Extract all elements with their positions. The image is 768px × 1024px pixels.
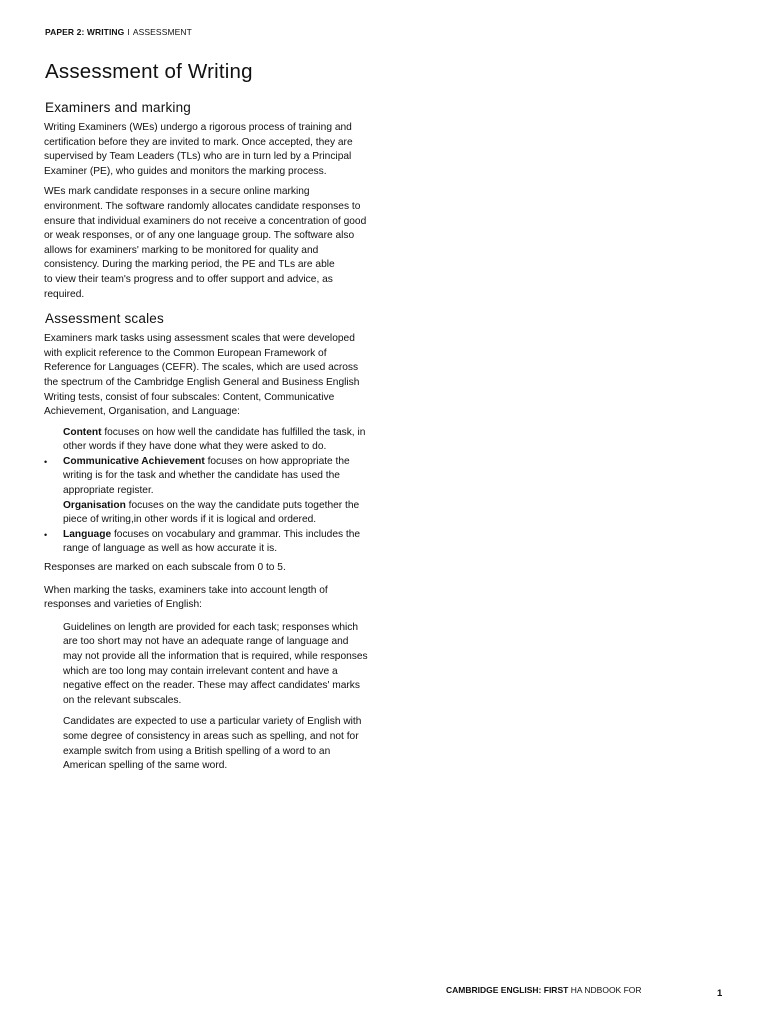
subscale-text: focuses on the way the candidate puts together the piece of writing,in other words if it is logical and ordered. bbox=[63, 499, 360, 526]
section-heading-scales: Assessment scales bbox=[45, 311, 164, 327]
paragraph: WEs mark candidate responses in a secure online marking environment. The software randomly allocates candidate responses to ensure that individual examiners do not receive a concentration of good or weak responses, or of any one language group. The software also allows for examiners' marking to be monitored for quality and consistency. During the marking period, the PE and TLs are able bbox=[44, 186, 367, 271]
subscale-list bbox=[44, 426, 369, 557]
subscale-term: Content bbox=[63, 426, 102, 438]
scale-note: Responses are marked on each subscale from 0 to 5. bbox=[44, 562, 286, 574]
running-head-subsection: ASSESSMENT bbox=[132, 27, 192, 37]
footer-title-rest: HA NDBOOK FOR bbox=[570, 985, 642, 995]
subscale-text: focuses on vocabulary and grammar. This includes the range of language as well as how accurate it is. bbox=[63, 528, 361, 555]
paragraph: Writing Examiners (WEs) undergo a rigorous process of training and certification before they are invited to mark. Once accepted, they are supervised by Team Leaders (TLs) who are in turn led by a Principal Examiner (PE), who guides and monitors the marking process. bbox=[44, 122, 353, 177]
subscale-term: Language bbox=[63, 528, 112, 540]
bullet-marker: • bbox=[44, 456, 48, 467]
guideline-paragraph: Guidelines on length are provided for each task; responses which are too short may not have an adequate range of language and may not provide all the information that is required, while responses which are too long may contain irrelevant content and have a negative effect on the reader. These may affect candidates' marks on the relevant subscales. bbox=[63, 621, 368, 706]
guideline-paragraph: Candidates are expected to use a particular variety of English with some degree of consistency in areas such as spelling, and not for example switch from using a British spelling of a word to an American spelling of the same word. bbox=[63, 716, 362, 772]
subscale-text: focuses on how well the candidate has fulfilled the task, in other words if they have done what they were asked to do. bbox=[63, 426, 366, 453]
paragraph: to view their team's progress and to offer support and advice, as required. bbox=[44, 273, 333, 300]
list-item bbox=[44, 426, 369, 455]
running-head-separator: I bbox=[127, 27, 130, 37]
running-head bbox=[45, 27, 192, 37]
bullet-marker: • bbox=[44, 529, 48, 540]
footer-title-bold: CAMBRIDGE ENGLISH: FIRST bbox=[446, 985, 569, 995]
page-number: 1 bbox=[717, 988, 723, 999]
section-heading-examiners: Examiners and marking bbox=[45, 100, 192, 115]
subscale-term: Communicative Achievement bbox=[63, 455, 205, 467]
list-item bbox=[44, 528, 369, 557]
footer-title bbox=[446, 985, 642, 995]
main-content bbox=[44, 60, 369, 781]
subscale-text: focuses on how appropriate the writing is for the task and whether the candidate has used the appropriate register. bbox=[63, 455, 350, 497]
page-title: Assessment of Writing bbox=[45, 60, 253, 83]
paragraph: Examiners mark tasks using assessment scales that were developed with explicit reference to the Common European Framework of Reference for Languages (CEFR). The scales, which are used across the spectrum of the Cambridge English General and Business English Writing tests, consist of four subscales: Content, Communicative Achievement, Organisation, and Language: bbox=[44, 333, 360, 418]
list-item bbox=[44, 499, 369, 528]
subscale-term: Organisation bbox=[63, 499, 126, 511]
list-item bbox=[44, 455, 369, 499]
paragraph: When marking the tasks, examiners take into account length of responses and varieties of English: bbox=[44, 584, 328, 611]
running-head-section: PAPER 2: WRITING bbox=[45, 27, 125, 37]
